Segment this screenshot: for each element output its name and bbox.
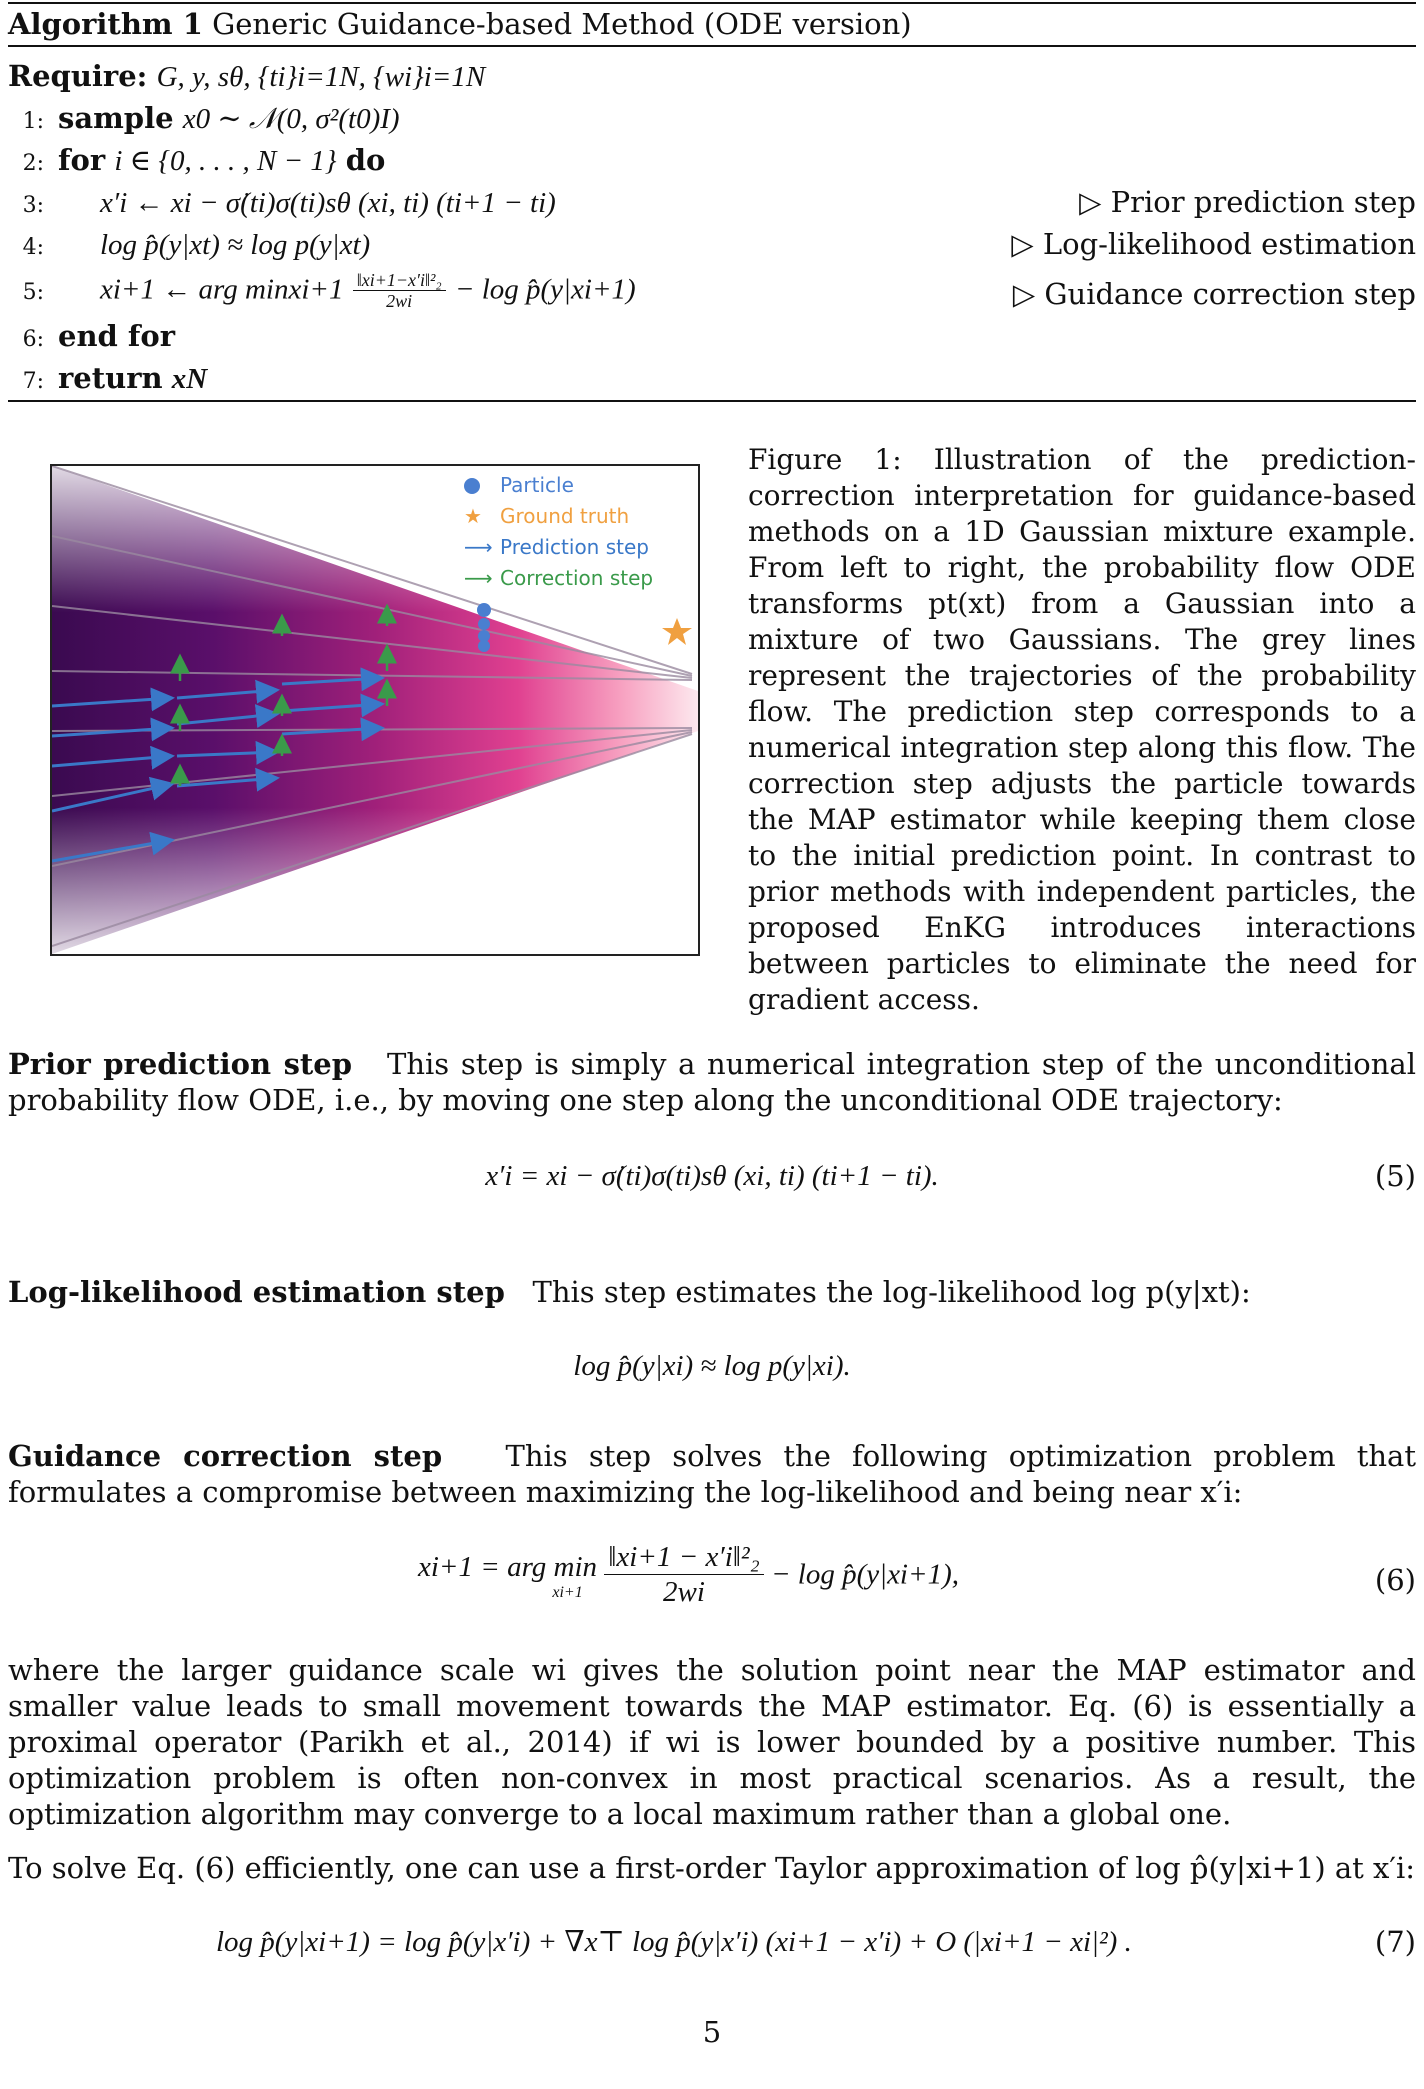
line-number: 7:: [22, 369, 44, 394]
equation-tail: − log p̂(y|xi+1),: [770, 1558, 959, 1591]
line-comment: ▷ Guidance correction step: [1012, 277, 1416, 311]
taylor-paragraph: To solve Eq. (6) efficiently, one can use a first-order Taylor approximation of log p̂(y|xi+1) at x′i:: [8, 1851, 1416, 1885]
algorithm-line-3: [8, 184, 1416, 224]
line-expression: i ∈ {0, . . . , N − 1}: [114, 145, 337, 177]
line-comment: ▷ Log-likelihood estimation: [1011, 227, 1416, 261]
algorithm-label: Algorithm 1: [8, 7, 203, 41]
line-comment: ▷ Prior prediction step: [1079, 185, 1416, 219]
line-keyword: for: [58, 143, 106, 177]
require-keyword: Require:: [8, 59, 148, 93]
line-expression: x0 ∼ 𝒩(0, σ²(t0)I): [182, 103, 400, 135]
equation-subscript: xi+1: [552, 1583, 583, 1601]
figure-illustration: [50, 464, 700, 956]
fraction-denominator: 2wi: [663, 1576, 705, 1608]
line-number: 2:: [22, 151, 44, 176]
paragraph-text: This step is simply a numerical integration step of the unconditional probability flow ODE, i.e., by moving one step along the unconditional ODE trajectory:: [8, 1047, 1416, 1117]
loglik-paragraph: [8, 1274, 1416, 1310]
prior-prediction-paragraph: [8, 1046, 1416, 1118]
section-heading: Prior prediction step: [8, 1047, 353, 1081]
equation-number: (5): [1374, 1159, 1416, 1193]
figure-caption: Figure 1: Illustration of the prediction-correction interpretation for guidance-based methods on a 1D Gaussian mixture example. From left to right, the probability flow ODE transforms pt(xt) from a Gaussian into a mixture of two Gaussians. The grey lines represent the trajectories of the probability flow. The prediction step corresponds to a numerical integration step along this flow. The correction step adjusts the particle towards the MAP estimator while keeping them close to the initial prediction point. In contrast to prior methods with independent particles, the proposed EnKG introduces interactions between particles to eliminate the need for gradient access.: [748, 443, 1416, 1016]
line-expression: xi+1 ← arg minxi+1: [100, 273, 344, 306]
section-heading: Log-likelihood estimation step: [8, 1275, 505, 1309]
line-number: 5:: [22, 279, 44, 305]
line-number: 4:: [22, 235, 44, 260]
equation-7: [8, 1924, 1416, 1964]
algorithm-line-6: [8, 318, 1416, 358]
line-keyword: return: [58, 361, 163, 395]
equation-loglik: [8, 1348, 1416, 1388]
algorithm-require: [8, 58, 1416, 98]
legend-label: Correction step: [500, 566, 654, 590]
fraction-numerator: ‖xi+1 − x′i‖²₂: [604, 1540, 763, 1575]
equation-expression: log p̂(y|xi) ≈ log p(y|xi).: [573, 1350, 851, 1382]
legend-item-ground-truth: [464, 501, 653, 532]
equation-fraction: [604, 1540, 763, 1609]
fraction-denominator: 2wi: [386, 291, 413, 311]
line-keyword-do: do: [345, 143, 386, 177]
line-keyword: end for: [58, 319, 176, 353]
algorithm-line-7: [8, 360, 1416, 400]
equation-expression: [418, 1540, 959, 1609]
equation-lhs: xi+1 = arg min: [418, 1550, 598, 1583]
line-expression-tail: − log p̂(y|xi+1): [454, 273, 636, 306]
arrow-right-icon: ⟶: [464, 566, 493, 590]
equation-expression: x′i = xi − σ̇(ti)σ(ti)sθ (xi, ti) (ti+1 − ti).: [485, 1160, 939, 1192]
equation-number: (7): [1374, 1925, 1416, 1959]
arrow-right-icon: ⟶: [464, 535, 493, 559]
legend-item-prediction: [464, 532, 653, 563]
require-args: G, y, sθ, {ti}i=1N, {wi}i=1N: [156, 61, 486, 93]
algorithm-header: [8, 6, 1416, 46]
line-number: 3:: [22, 193, 44, 218]
star-icon: ★: [464, 504, 482, 528]
line-number: 6:: [22, 327, 44, 352]
line-number: 1:: [22, 109, 44, 134]
line-expression: log p̂(y|xt) ≈ log p(y|xt): [100, 229, 371, 261]
line-fraction: [353, 270, 446, 311]
algorithm-line-1: [8, 100, 1416, 140]
legend-item-correction: [464, 563, 653, 594]
paragraph-text: This step solves the following optimization problem that formulates a compromise between maximizing the log-likelihood and being near x′i:: [8, 1439, 1416, 1509]
equation-number: (6): [1374, 1563, 1416, 1597]
algorithm-header-rule: [8, 45, 1416, 47]
page-number: 5: [702, 2015, 722, 2049]
algorithm-bottom-rule: [8, 400, 1416, 402]
equation-6: [8, 1540, 1416, 1620]
paragraph-after-eq6: where the larger guidance scale wi gives the solution point near the MAP estimator and smaller value leads to small movement towards the MAP estimator. Eq. (6) is essentially a proximal operator (Parikh et al., 2014) if wi is lower bounded by a positive number. This optimization problem is often non-convex in most practical scenarios. As a result, the optimization algorithm may converge to a local maximum rather than a global one.: [8, 1653, 1416, 1831]
algorithm-line-5: [8, 270, 1416, 320]
line-expression: xN: [171, 363, 208, 395]
particle-dot-icon: [464, 478, 480, 494]
fraction-numerator: ‖xi+1−x′i‖²₂: [353, 270, 446, 291]
section-heading: Guidance correction step: [8, 1439, 443, 1473]
figure-legend: [464, 470, 653, 594]
guidance-correction-paragraph: [8, 1438, 1416, 1510]
line-expression: x′i ← xi − σ̇(ti)σ(ti)sθ (xi, ti) (ti+1 − ti): [100, 187, 556, 219]
algorithm-line-4: [8, 226, 1416, 266]
legend-label: Ground truth: [500, 504, 630, 528]
legend-item-particle: [464, 470, 653, 501]
line-keyword: sample: [58, 101, 174, 135]
equation-expression: log p̂(y|xi+1) = log p̂(y|x′i) + ∇x⊤ log p̂(y|x′i) (xi+1 − x′i) + O (|xi+1 − xi|²) .: [216, 1926, 1132, 1958]
algorithm-title: Generic Guidance-based Method (ODE version): [212, 7, 912, 41]
paragraph-text: This step estimates the log-likelihood log p(y|xt):: [532, 1275, 1251, 1309]
algorithm-line-2: [8, 142, 1416, 182]
legend-label: Prediction step: [500, 535, 649, 559]
algorithm-top-rule: [8, 2, 1416, 4]
equation-5: [8, 1158, 1416, 1198]
legend-label: Particle: [500, 473, 574, 497]
